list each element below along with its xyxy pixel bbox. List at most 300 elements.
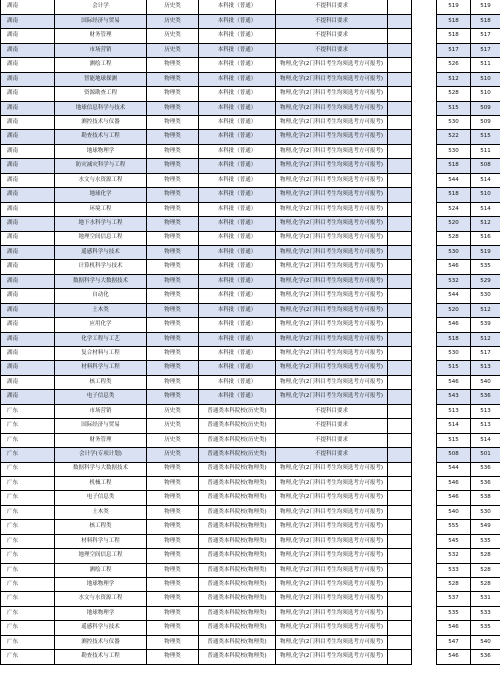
major-cell: 测绘工程 [55, 563, 147, 577]
major-cell: 财务管理 [55, 433, 147, 447]
min-score-cell: 519 [471, 245, 500, 259]
blank-cell-2 [412, 462, 437, 476]
blank-cell-2 [412, 650, 437, 664]
batch-cell: 本科批（普通） [199, 289, 276, 303]
batch-cell: 本科批（普通） [199, 375, 276, 389]
max-score-cell: 546 [437, 621, 471, 635]
major-cell: 测控技术与仪器 [55, 116, 147, 130]
subject-requirement-cell: 物理,化学(2门科目考生均须选考方可报考) [276, 606, 388, 620]
min-score-cell: 512 [471, 217, 500, 231]
blank-cell-2 [412, 173, 437, 187]
major-cell: 自动化 [55, 289, 147, 303]
subject-type-cell: 物理类 [147, 274, 199, 288]
table-row [1, 231, 500, 245]
table-row [1, 217, 500, 231]
subject-requirement-cell: 不提科目要求 [276, 419, 388, 433]
table-row [1, 390, 500, 404]
subject-requirement-cell: 不提科目要求 [276, 404, 388, 418]
batch-cell: 普通类本科院校(物理类) [199, 592, 276, 606]
table-row [1, 650, 500, 664]
province-cell: 广东 [1, 505, 55, 519]
province-cell: 湖南 [1, 260, 55, 274]
batch-cell: 本科批（普通） [199, 72, 276, 86]
max-score-cell: 518 [437, 332, 471, 346]
subject-requirement-cell: 物理,化学(2门科目考生均须选考方可报考) [276, 491, 388, 505]
major-cell: 核工程类 [55, 375, 147, 389]
blank-cell-1 [388, 274, 412, 288]
table-row [1, 563, 500, 577]
blank-cell-2 [412, 101, 437, 115]
subject-type-cell: 物理类 [147, 476, 199, 490]
major-cell: 国际经济与贸易 [55, 14, 147, 28]
blank-cell-2 [412, 144, 437, 158]
province-cell: 广东 [1, 520, 55, 534]
subject-type-cell: 历史类 [147, 43, 199, 57]
batch-cell: 普通类本科院校(物理类) [199, 534, 276, 548]
subject-type-cell: 物理类 [147, 72, 199, 86]
subject-type-cell: 物理类 [147, 347, 199, 361]
min-score-cell: 514 [471, 433, 500, 447]
subject-type-cell: 物理类 [147, 578, 199, 592]
subject-type-cell: 物理类 [147, 231, 199, 245]
major-cell: 勘查技术与工程 [55, 650, 147, 664]
table-row [1, 274, 500, 288]
subject-requirement-cell: 物理,化学(2门科目考生均须选考方可报考) [276, 72, 388, 86]
major-cell: 资源勘查工程 [55, 87, 147, 101]
blank-cell-1 [388, 173, 412, 187]
blank-cell-2 [412, 289, 437, 303]
province-cell: 湖南 [1, 173, 55, 187]
subject-requirement-cell: 物理,化学(2门科目考生均须选考方可报考) [276, 245, 388, 259]
min-score-cell: 536 [471, 462, 500, 476]
blank-cell-1 [388, 592, 412, 606]
table-row [1, 87, 500, 101]
major-cell: 环境工程 [55, 202, 147, 216]
batch-cell: 本科批（普通） [199, 260, 276, 274]
min-score-cell: 519 [471, 0, 500, 14]
major-cell: 数据科学与大数据技术 [55, 462, 147, 476]
blank-cell-2 [412, 375, 437, 389]
blank-cell-2 [412, 231, 437, 245]
table-row [1, 419, 500, 433]
blank-cell-1 [388, 87, 412, 101]
subject-requirement-cell: 物理,化学(2门科目考生均须选考方可报考) [276, 332, 388, 346]
major-cell: 测控技术与仪器 [55, 635, 147, 649]
min-score-cell: 535 [471, 621, 500, 635]
subject-requirement-cell: 物理,化学(2门科目考生均须选考方可报考) [276, 231, 388, 245]
major-cell: 会计学 [55, 0, 147, 14]
batch-cell: 本科批（普通） [199, 14, 276, 28]
min-score-cell: 516 [471, 231, 500, 245]
batch-cell: 本科批（普通） [199, 43, 276, 57]
batch-cell: 本科批（普通） [199, 202, 276, 216]
max-score-cell: 518 [437, 29, 471, 43]
batch-cell: 本科批（普通） [199, 29, 276, 43]
blank-cell-2 [412, 58, 437, 72]
subject-type-cell: 物理类 [147, 592, 199, 606]
batch-cell: 普通类本科院校(历史类) [199, 448, 276, 462]
max-score-cell: 522 [437, 130, 471, 144]
blank-cell-1 [388, 390, 412, 404]
blank-cell-1 [388, 58, 412, 72]
batch-cell: 本科批（普通） [199, 217, 276, 231]
min-score-cell: 509 [471, 101, 500, 115]
province-cell: 湖南 [1, 14, 55, 28]
table-row [1, 621, 500, 635]
province-cell: 湖南 [1, 303, 55, 317]
blank-cell-1 [388, 231, 412, 245]
batch-cell: 本科批（普通） [199, 303, 276, 317]
batch-cell: 本科批（普通） [199, 87, 276, 101]
blank-cell-2 [412, 592, 437, 606]
province-cell: 湖南 [1, 116, 55, 130]
subject-requirement-cell: 物理,化学(2门科目考生均须选考方可报考) [276, 260, 388, 274]
subject-requirement-cell: 物理,化学(2门科目考生均须选考方可报考) [276, 390, 388, 404]
province-cell: 广东 [1, 549, 55, 563]
major-cell: 核工程类 [55, 520, 147, 534]
max-score-cell: 537 [437, 592, 471, 606]
max-score-cell: 530 [437, 347, 471, 361]
blank-cell-2 [412, 361, 437, 375]
blank-cell-1 [388, 491, 412, 505]
max-score-cell: 543 [437, 390, 471, 404]
blank-cell-2 [412, 318, 437, 332]
blank-cell-1 [388, 14, 412, 28]
table-row [1, 202, 500, 216]
min-score-cell: 512 [471, 303, 500, 317]
major-cell: 土木类 [55, 303, 147, 317]
batch-cell: 普通类本科院校(历史类) [199, 433, 276, 447]
blank-cell-2 [412, 217, 437, 231]
batch-cell: 本科批（普通） [199, 361, 276, 375]
province-cell: 湖南 [1, 318, 55, 332]
blank-cell-1 [388, 217, 412, 231]
province-cell: 广东 [1, 578, 55, 592]
subject-type-cell: 物理类 [147, 188, 199, 202]
subject-requirement-cell: 物理,化学(2门科目考生均须选考方可报考) [276, 318, 388, 332]
blank-cell-1 [388, 375, 412, 389]
table-row [1, 188, 500, 202]
blank-cell-2 [412, 188, 437, 202]
blank-cell-1 [388, 245, 412, 259]
subject-requirement-cell: 物理,化学(2门科目考生均须选考方可报考) [276, 188, 388, 202]
subject-type-cell: 历史类 [147, 0, 199, 14]
province-cell: 广东 [1, 462, 55, 476]
batch-cell: 普通类本科院校(物理类) [199, 578, 276, 592]
province-cell: 湖南 [1, 375, 55, 389]
subject-requirement-cell: 物理,化学(2门科目考生均须选考方可报考) [276, 375, 388, 389]
subject-requirement-cell: 物理,化学(2门科目考生均须选考方可报考) [276, 130, 388, 144]
subject-requirement-cell: 物理,化学(2门科目考生均须选考方可报考) [276, 549, 388, 563]
batch-cell: 本科批（普通） [199, 274, 276, 288]
min-score-cell: 528 [471, 563, 500, 577]
province-cell: 湖南 [1, 87, 55, 101]
batch-cell: 本科批（普通） [199, 245, 276, 259]
batch-cell: 普通类本科院校(物理类) [199, 491, 276, 505]
max-score-cell: 546 [437, 650, 471, 664]
blank-cell-1 [388, 188, 412, 202]
table-row [1, 404, 500, 418]
subject-requirement-cell: 物理,化学(2门科目考生均须选考方可报考) [276, 621, 388, 635]
batch-cell: 普通类本科院校(物理类) [199, 563, 276, 577]
table-row [1, 43, 500, 57]
max-score-cell: 546 [437, 260, 471, 274]
max-score-cell: 517 [437, 43, 471, 57]
province-cell: 广东 [1, 635, 55, 649]
major-cell: 会计学(专项计划) [55, 448, 147, 462]
min-score-cell: 529 [471, 274, 500, 288]
subject-type-cell: 物理类 [147, 116, 199, 130]
major-cell: 勘查技术与工程 [55, 130, 147, 144]
min-score-cell: 531 [471, 592, 500, 606]
blank-cell-2 [412, 433, 437, 447]
blank-cell-2 [412, 43, 437, 57]
major-cell: 国际经济与贸易 [55, 419, 147, 433]
province-cell: 湖南 [1, 245, 55, 259]
subject-requirement-cell: 物理,化学(2门科目考生均须选考方可报考) [276, 563, 388, 577]
max-score-cell: 528 [437, 578, 471, 592]
table-row [1, 375, 500, 389]
province-cell: 广东 [1, 650, 55, 664]
province-cell: 湖南 [1, 274, 55, 288]
subject-type-cell: 历史类 [147, 448, 199, 462]
province-cell: 广东 [1, 448, 55, 462]
subject-requirement-cell: 物理,化学(2门科目考生均须选考方可报考) [276, 361, 388, 375]
major-cell: 防灾减灾科学与工程 [55, 159, 147, 173]
subject-requirement-cell: 物理,化学(2门科目考生均须选考方可报考) [276, 116, 388, 130]
province-cell: 广东 [1, 419, 55, 433]
batch-cell: 普通类本科院校(物理类) [199, 621, 276, 635]
subject-type-cell: 物理类 [147, 534, 199, 548]
batch-cell: 本科批（普通） [199, 231, 276, 245]
province-cell: 湖南 [1, 43, 55, 57]
blank-cell-2 [412, 274, 437, 288]
subject-type-cell: 历史类 [147, 14, 199, 28]
subject-type-cell: 物理类 [147, 491, 199, 505]
blank-cell-1 [388, 202, 412, 216]
max-score-cell: 544 [437, 289, 471, 303]
max-score-cell: 520 [437, 303, 471, 317]
subject-requirement-cell: 物理,化学(2门科目考生均须选考方可报考) [276, 592, 388, 606]
min-score-cell: 509 [471, 116, 500, 130]
subject-requirement-cell: 物理,化学(2门科目考生均须选考方可报考) [276, 144, 388, 158]
max-score-cell: 546 [437, 491, 471, 505]
max-score-cell: 532 [437, 549, 471, 563]
province-cell: 湖南 [1, 0, 55, 14]
table-row [1, 534, 500, 548]
table-row [1, 58, 500, 72]
blank-cell-1 [388, 303, 412, 317]
min-score-cell: 513 [471, 404, 500, 418]
major-cell: 市场营销 [55, 404, 147, 418]
province-cell: 湖南 [1, 58, 55, 72]
blank-cell-2 [412, 303, 437, 317]
blank-cell-2 [412, 130, 437, 144]
blank-cell-2 [412, 476, 437, 490]
blank-cell-2 [412, 332, 437, 346]
min-score-cell: 538 [471, 491, 500, 505]
min-score-cell: 535 [471, 534, 500, 548]
max-score-cell: 546 [437, 476, 471, 490]
major-cell: 材料科学与工程 [55, 534, 147, 548]
max-score-cell: 530 [437, 116, 471, 130]
province-cell: 湖南 [1, 188, 55, 202]
subject-requirement-cell: 不提科目要求 [276, 14, 388, 28]
blank-cell-2 [412, 260, 437, 274]
blank-cell-1 [388, 505, 412, 519]
blank-cell-1 [388, 650, 412, 664]
batch-cell: 普通类本科院校(物理类) [199, 505, 276, 519]
subject-requirement-cell: 物理,化学(2门科目考生均须选考方可报考) [276, 578, 388, 592]
min-score-cell: 517 [471, 43, 500, 57]
max-score-cell: 515 [437, 361, 471, 375]
province-cell: 湖南 [1, 231, 55, 245]
subject-requirement-cell: 物理,化学(2门科目考生均须选考方可报考) [276, 505, 388, 519]
subject-requirement-cell: 物理,化学(2门科目考生均须选考方可报考) [276, 217, 388, 231]
subject-requirement-cell: 物理,化学(2门科目考生均须选考方可报考) [276, 58, 388, 72]
blank-cell-2 [412, 448, 437, 462]
blank-cell-1 [388, 549, 412, 563]
max-score-cell: 555 [437, 520, 471, 534]
blank-cell-1 [388, 43, 412, 57]
min-score-cell: 511 [471, 58, 500, 72]
table-row [1, 491, 500, 505]
subject-type-cell: 物理类 [147, 650, 199, 664]
max-score-cell: 512 [437, 72, 471, 86]
major-cell: 测绘工程 [55, 58, 147, 72]
blank-cell-1 [388, 144, 412, 158]
min-score-cell: 536 [471, 476, 500, 490]
table-row [1, 578, 500, 592]
blank-cell-1 [388, 563, 412, 577]
max-score-cell: 530 [437, 144, 471, 158]
blank-cell-2 [412, 159, 437, 173]
min-score-cell: 512 [471, 332, 500, 346]
province-cell: 湖南 [1, 130, 55, 144]
major-cell: 应用化学 [55, 318, 147, 332]
min-score-cell: 517 [471, 29, 500, 43]
batch-cell: 本科批（普通） [199, 347, 276, 361]
table-row [1, 520, 500, 534]
batch-cell: 本科批（普通） [199, 173, 276, 187]
subject-type-cell: 物理类 [147, 289, 199, 303]
subject-requirement-cell: 物理,化学(2门科目考生均须选考方可报考) [276, 347, 388, 361]
min-score-cell: 517 [471, 347, 500, 361]
blank-cell-1 [388, 606, 412, 620]
max-score-cell: 540 [437, 505, 471, 519]
batch-cell: 本科批（普通） [199, 159, 276, 173]
blank-cell-1 [388, 621, 412, 635]
major-cell: 机械工程 [55, 476, 147, 490]
subject-type-cell: 物理类 [147, 245, 199, 259]
subject-type-cell: 历史类 [147, 433, 199, 447]
subject-type-cell: 物理类 [147, 520, 199, 534]
subject-requirement-cell: 物理,化学(2门科目考生均须选考方可报考) [276, 274, 388, 288]
major-cell: 数据科学与大数据技术 [55, 274, 147, 288]
table-row [1, 116, 500, 130]
blank-cell-1 [388, 130, 412, 144]
max-score-cell: 515 [437, 433, 471, 447]
max-score-cell: 524 [437, 202, 471, 216]
blank-cell-1 [388, 534, 412, 548]
blank-cell-2 [412, 0, 437, 14]
min-score-cell: 511 [471, 144, 500, 158]
subject-requirement-cell: 物理,化学(2门科目考生均须选考方可报考) [276, 650, 388, 664]
blank-cell-2 [412, 116, 437, 130]
blank-cell-2 [412, 14, 437, 28]
subject-requirement-cell: 物理,化学(2门科目考生均须选考方可报考) [276, 534, 388, 548]
major-cell: 遥感科学与技术 [55, 245, 147, 259]
subject-requirement-cell: 物理,化学(2门科目考生均须选考方可报考) [276, 202, 388, 216]
major-cell: 地下水科学与工程 [55, 217, 147, 231]
subject-requirement-cell: 物理,化学(2门科目考生均须选考方可报考) [276, 159, 388, 173]
score-table-body [1, 0, 500, 664]
max-score-cell: 535 [437, 606, 471, 620]
subject-requirement-cell: 物理,化学(2门科目考生均须选考方可报考) [276, 635, 388, 649]
batch-cell: 普通类本科院校(物理类) [199, 462, 276, 476]
subject-requirement-cell: 不提科目要求 [276, 448, 388, 462]
subject-requirement-cell: 不提科目要求 [276, 433, 388, 447]
table-row [1, 347, 500, 361]
batch-cell: 普通类本科院校(历史类) [199, 404, 276, 418]
subject-type-cell: 物理类 [147, 87, 199, 101]
major-cell: 市场营销 [55, 43, 147, 57]
major-cell: 水文与水资源工程 [55, 173, 147, 187]
blank-cell-2 [412, 520, 437, 534]
blank-cell-2 [412, 404, 437, 418]
min-score-cell: 518 [471, 14, 500, 28]
blank-cell-2 [412, 549, 437, 563]
subject-type-cell: 物理类 [147, 217, 199, 231]
province-cell: 湖南 [1, 144, 55, 158]
major-cell: 水文与水资源工程 [55, 592, 147, 606]
province-cell: 湖南 [1, 101, 55, 115]
table-row [1, 505, 500, 519]
subject-type-cell: 物理类 [147, 260, 199, 274]
major-cell: 土木类 [55, 505, 147, 519]
min-score-cell: 530 [471, 289, 500, 303]
table-row [1, 29, 500, 43]
min-score-cell: 513 [471, 419, 500, 433]
blank-cell-1 [388, 116, 412, 130]
blank-cell-1 [388, 635, 412, 649]
major-cell: 地理空间信息工程 [55, 549, 147, 563]
province-cell: 湖南 [1, 72, 55, 86]
table-row [1, 635, 500, 649]
batch-cell: 普通类本科院校(物理类) [199, 635, 276, 649]
max-score-cell: 532 [437, 274, 471, 288]
subject-type-cell: 物理类 [147, 361, 199, 375]
subject-requirement-cell: 物理,化学(2门科目考生均须选考方可报考) [276, 173, 388, 187]
table-row [1, 130, 500, 144]
blank-cell-2 [412, 87, 437, 101]
province-cell: 湖南 [1, 202, 55, 216]
max-score-cell: 544 [437, 462, 471, 476]
subject-type-cell: 物理类 [147, 375, 199, 389]
province-cell: 广东 [1, 621, 55, 635]
table-row [1, 606, 500, 620]
table-row [1, 332, 500, 346]
major-cell: 地球物理学 [55, 606, 147, 620]
province-cell: 湖南 [1, 29, 55, 43]
table-row [1, 14, 500, 28]
table-row [1, 101, 500, 115]
max-score-cell: 547 [437, 635, 471, 649]
table-row [1, 245, 500, 259]
max-score-cell: 546 [437, 375, 471, 389]
province-cell: 广东 [1, 563, 55, 577]
table-row [1, 0, 500, 14]
